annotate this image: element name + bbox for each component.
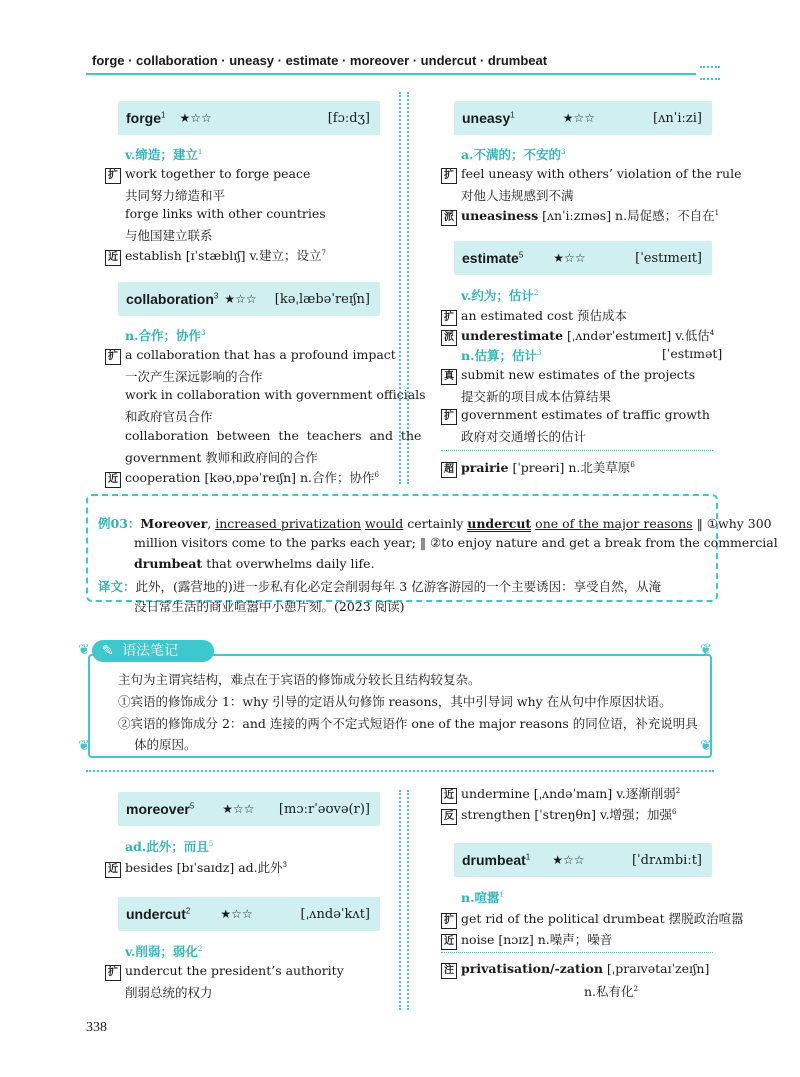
separator	[441, 450, 713, 451]
pos-collaboration: n.合作；协作$^3$	[125, 328, 206, 343]
entry-line: 近 cooperation [kəʊˌɒpəˈreɪʃn] n.合作；协作$^6$	[105, 468, 379, 488]
entry-line: n.私有化$^2$	[584, 984, 638, 999]
example-label: 例03	[98, 516, 128, 531]
entry-line: 派 uneasiness [ʌnˈiːzɪnəs] n.局促感；不自在$^1$	[441, 206, 719, 226]
entry-line: 扩 work together to forge peace	[105, 166, 310, 184]
ornament-icon: ❦	[78, 642, 90, 658]
entry-line: 对他人违规感到不满	[461, 188, 574, 203]
entry-line: 注 privatisation/-zation [ˌpraɪvətaɪˈzeɪʃn]	[441, 961, 709, 979]
entry-line: 扩 get rid of the political drumbeat 摆脱政治喧嚣	[441, 909, 744, 929]
entry-line: forge links with other countries	[125, 206, 326, 221]
headword-text: forge$^1$	[126, 110, 166, 126]
entry-line: 一次产生深远影响的合作	[125, 369, 263, 384]
entry-line: 近 noise [nɔɪz] n.噪声；噪音	[441, 930, 612, 950]
entry-line: 扩 an estimated cost 预估成本	[441, 306, 627, 326]
headword-text: collaboration$^3$	[126, 291, 219, 307]
headword-drumbeat	[454, 843, 712, 877]
headword-estimate	[454, 241, 712, 275]
star-rating: ★☆☆	[222, 802, 255, 816]
grammar-line: ②宾语的修饰成分 2：and 连接的两个不定式短语作 one of the major reasons 的同位语，补充说明具	[118, 716, 698, 731]
entry-line: 超 prairie [ˈpreəri] n.北美草原$^6$	[441, 458, 635, 478]
translation-line-1: 译文：此外，(露营地的)进一步私有化必定会削弱每年 3 亿游客游园的一个主要诱因：享受自然，从淹	[98, 579, 662, 594]
entry-line: 派 underestimate [ˌʌndərˈestɪmeɪt] v.低估$^4$	[441, 326, 714, 346]
phonetic: [kəˌlæbəˈreɪʃn]	[274, 291, 370, 307]
headword-moreover	[118, 792, 380, 826]
entry-line: 提交新的项目成本估算结果	[461, 389, 612, 404]
star-rating: ★☆☆	[553, 251, 586, 265]
headword-text: undercut$^2$	[126, 906, 191, 922]
entry-line: 近 besides [bɪˈsaɪdz] ad.此外$^3$	[105, 858, 287, 878]
grammar-line: ①宾语的修饰成分 1：why 引导的定语从句修饰 reasons，其中引导词 why 在从句中作原因状语。	[118, 694, 672, 709]
header-rule	[86, 73, 696, 75]
entry-line: 反 strengthen [ˈstreŋθn] v.增强；加强$^6$	[441, 805, 676, 825]
star-rating: ★☆☆	[552, 853, 585, 867]
grammar-line: 主句为主谓宾结构，难点在于宾语的修饰成分较长且结构较复杂。	[118, 672, 481, 687]
entry-line: 削弱总统的权力	[125, 985, 213, 1000]
phonetic: [ˈestɪmeɪt]	[635, 250, 702, 266]
phonetic: [ˈdrʌmbiːt]	[631, 852, 702, 868]
star-rating: ★☆☆	[562, 111, 595, 125]
pos-drumbeat: n.喧嚣$^1$	[461, 890, 504, 905]
star-rating: ★☆☆	[179, 111, 212, 125]
example-line-2: million visitors come to the parks each year; ‖ ②to enjoy nature and get a break from the commercial	[134, 535, 778, 550]
entry-line: 真 submit new estimates of the projects	[441, 367, 695, 385]
entry-line: 共同努力缔造和平	[125, 188, 226, 203]
section-rule	[86, 770, 714, 772]
running-header: forge · collaboration · uneasy · estimate · moreover · undercut · drumbeat	[92, 53, 548, 68]
phonetic: [ˈestɪmət]	[662, 346, 723, 361]
entry-line: 近 establish [ɪˈstæblɪʃ] v.建立；设立$^7$	[105, 246, 326, 266]
headword-collaboration	[118, 282, 380, 316]
entry-line: 扩 feel uneasy with others’ violation of the rule	[441, 166, 741, 184]
pos-uneasy: a.不满的；不安的$^3$	[461, 147, 566, 162]
example-line-3: drumbeat that overwhelms daily life.	[134, 556, 375, 571]
entry-line: government 教师和政府间的合作	[125, 450, 318, 465]
entry-line: collaboration between the teachers and the	[125, 428, 422, 443]
column-divider-top	[399, 92, 409, 484]
phonetic: [mɔːrˈəʊvə(r)]	[278, 801, 370, 817]
star-rating: ★☆☆	[220, 907, 253, 921]
headword-undercut	[118, 897, 380, 931]
translation-line-2: 没日常生活的商业喧嚣中小憩片刻。(2023 阅读)	[134, 599, 405, 614]
ornament-icon: ❦	[78, 738, 90, 754]
pos-forge: v.缔造；建立$^1$	[125, 147, 203, 162]
pos-estimate-n: n.估算；估计$^3$	[461, 348, 542, 363]
entry-line: 扩 government estimates of traffic growth	[441, 407, 710, 425]
grammar-note-tab	[92, 640, 214, 662]
entry-line: 政府对交通增长的估计	[461, 429, 587, 444]
pos-estimate-v: v.约为；估计$^2$	[461, 288, 539, 303]
headword-forge	[118, 101, 380, 135]
phonetic: [fɔːdʒ]	[327, 110, 370, 126]
pos-moreover: ad.此外；而且$^5$	[125, 839, 214, 854]
grammar-line: 体的原因。	[134, 737, 197, 752]
example-line-1: 例03：Moreover, increased privatization would certainly undercut one of the major reasons ‖ ①why 300	[98, 516, 772, 531]
ornament-icon: ❦	[700, 738, 712, 754]
entry-line: 与他国建立联系	[125, 228, 213, 243]
entry-line: 近 undermine [ˌʌndəˈmaɪn] v.逐渐削弱$^2$	[441, 784, 680, 804]
separator	[441, 952, 713, 953]
pen-icon: ✎	[102, 643, 114, 659]
entry-line: 和政府官员合作	[125, 409, 213, 424]
grammar-note-title: 语法笔记	[122, 643, 179, 659]
entry-line: work in collaboration with government officials	[125, 387, 426, 402]
headword-text: uneasy$^1$	[462, 110, 515, 126]
headword-uneasy	[454, 101, 712, 135]
headword-text: moreover$^5$	[126, 801, 195, 817]
phonetic: [ˌʌndəˈkʌt]	[300, 906, 370, 922]
page-number: 338	[86, 1020, 107, 1035]
headword-text: estimate$^5$	[462, 250, 524, 266]
phonetic: [ʌnˈiːzi]	[653, 110, 702, 126]
entry-line: 扩 undercut the president’s authority	[105, 963, 344, 981]
pos-undercut: v.削弱；弱化$^2$	[125, 944, 203, 959]
column-divider-bottom	[399, 790, 409, 1010]
ornament-icon: ❦	[700, 642, 712, 658]
entry-line: 扩 a collaboration that has a profound impact	[105, 347, 396, 365]
star-rating: ★☆☆	[224, 292, 257, 306]
header-ornament	[700, 66, 720, 80]
headword-text: drumbeat$^1$	[462, 852, 531, 868]
